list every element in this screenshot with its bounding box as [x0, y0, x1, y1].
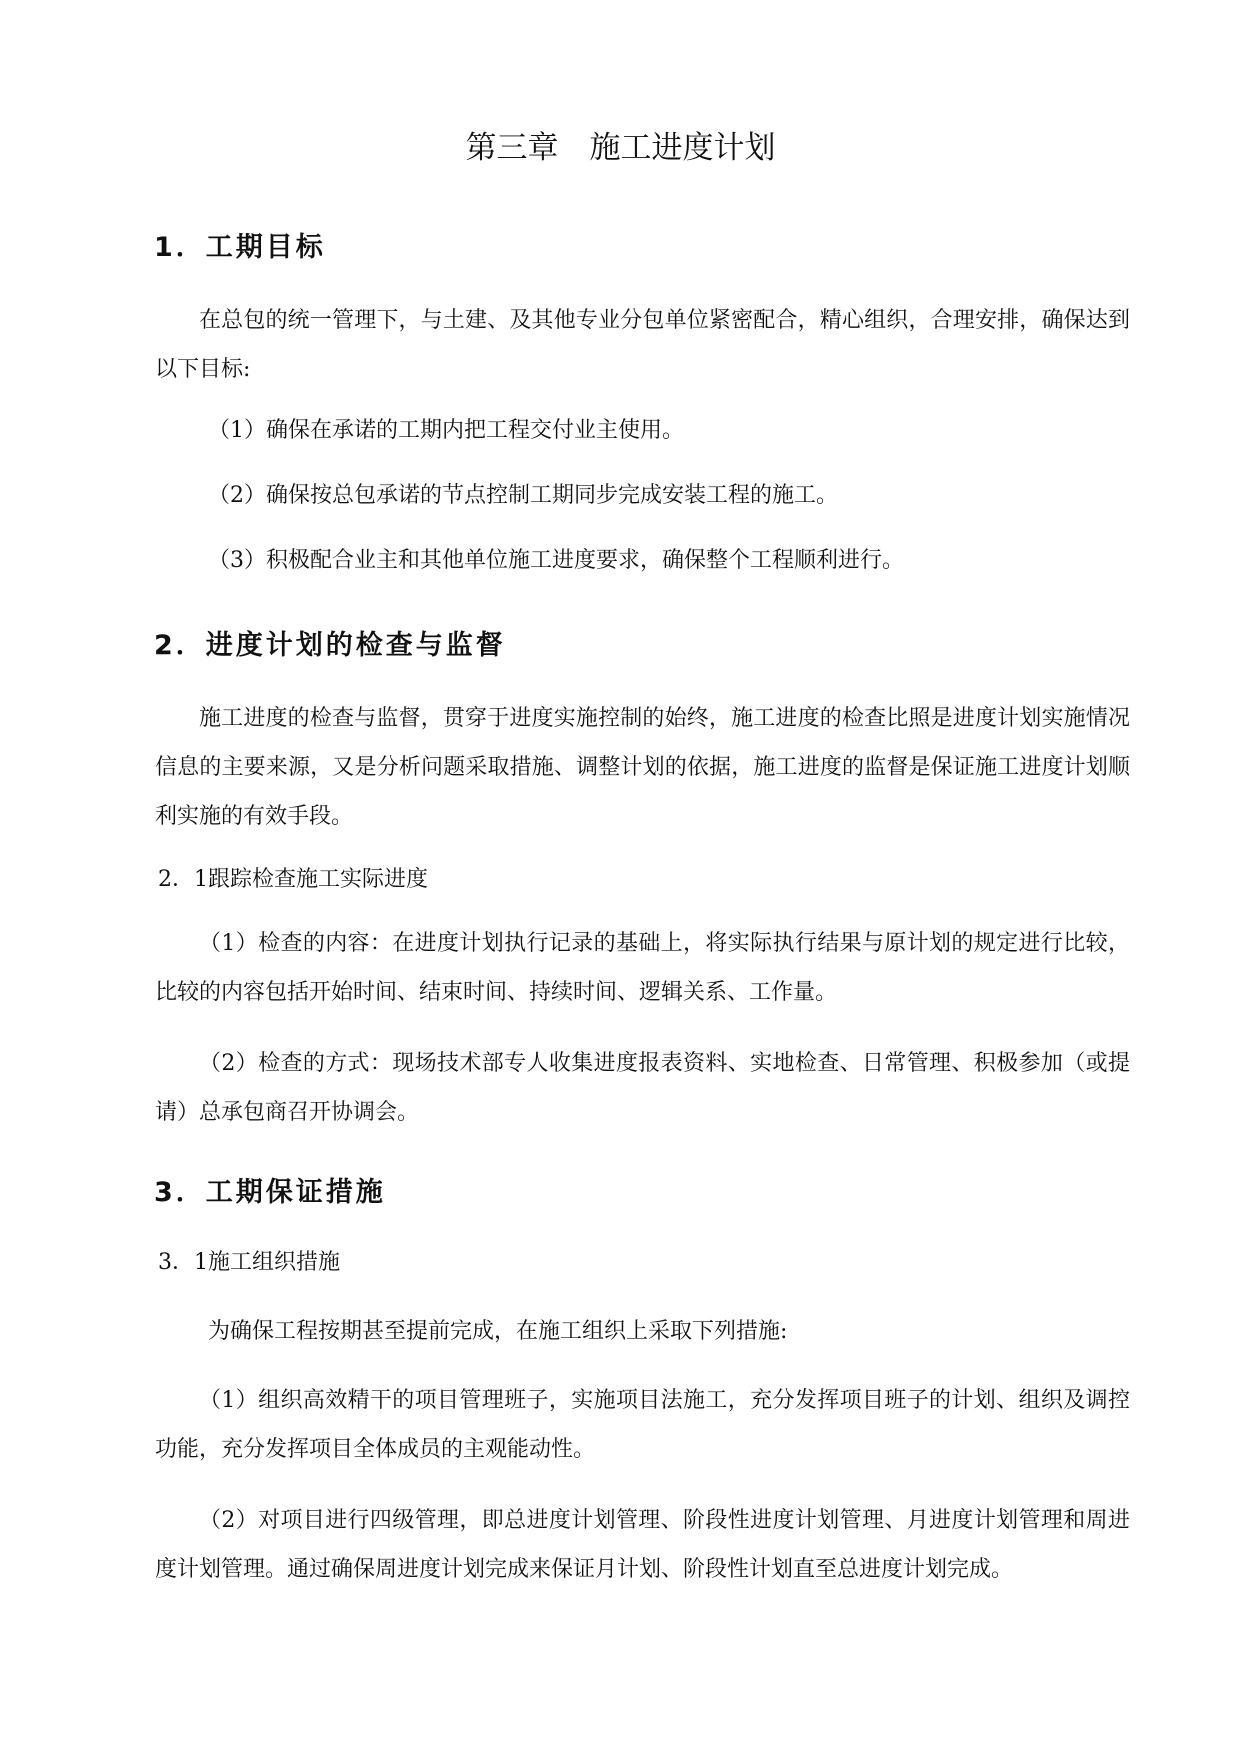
paragraph: 施工进度的检查与监督，贯穿于进度实施控制的始终，施工进度的检查比照是进度计划实施情况信息的主要来源，又是分析问题采取措施、调整计划的依据，施工进度的监督是保证施工进度计划顺利实施的有效手段。: [155, 706, 1130, 829]
subsection-heading: 2．1跟踪检查施工实际进度: [158, 867, 428, 892]
list-item: （3）积极配合业主和其他单位施工进度要求，确保整个工程顺利进行。: [208, 548, 904, 573]
paragraph: （2）检查的方式：现场技术部专人收集进度报表资料、实地检查、日常管理、积极参加（或提请）总承包商召开协调会。: [155, 1051, 1130, 1125]
section-heading: 2．进度计划的检查与监督: [154, 630, 506, 661]
section-heading: 3．工期保证措施: [154, 1177, 386, 1208]
list-item: （1）确保在承诺的工期内把工程交付业主使用。: [208, 418, 684, 443]
subsection-heading: 3．1施工组织措施: [158, 1250, 340, 1275]
paragraph: 在总包的统一管理下，与土建、及其他专业分包单位紧密配合，精心组织，合理安排，确保达到以下目标:: [155, 308, 1130, 382]
paragraph: 为确保工程按期甚至提前完成，在施工组织上采取下列措施:: [208, 1319, 788, 1344]
list-item: （2）确保按总包承诺的节点控制工期同步完成安装工程的施工。: [208, 483, 838, 508]
paragraph: （1）检查的内容：在进度计划执行记录的基础上，将实际执行结果与原计划的规定进行比较，比较的内容包括开始时间、结束时间、持续时间、逻辑关系、工作量。: [155, 931, 1130, 1005]
chapter-title: 第三章 施工进度计划: [465, 130, 776, 166]
paragraph: （1）组织高效精干的项目管理班子，实施项目法施工，充分发挥项目班子的计划、组织及调控功能，充分发挥项目全体成员的主观能动性。: [155, 1388, 1130, 1462]
paragraph: （2）对项目进行四级管理，即总进度计划管理、阶段性进度计划管理、月进度计划管理和周进度计划管理。通过确保周进度计划完成来保证月计划、阶段性计划直至总进度计划完成。: [155, 1508, 1130, 1582]
section-heading: 1．工期目标: [154, 232, 326, 263]
